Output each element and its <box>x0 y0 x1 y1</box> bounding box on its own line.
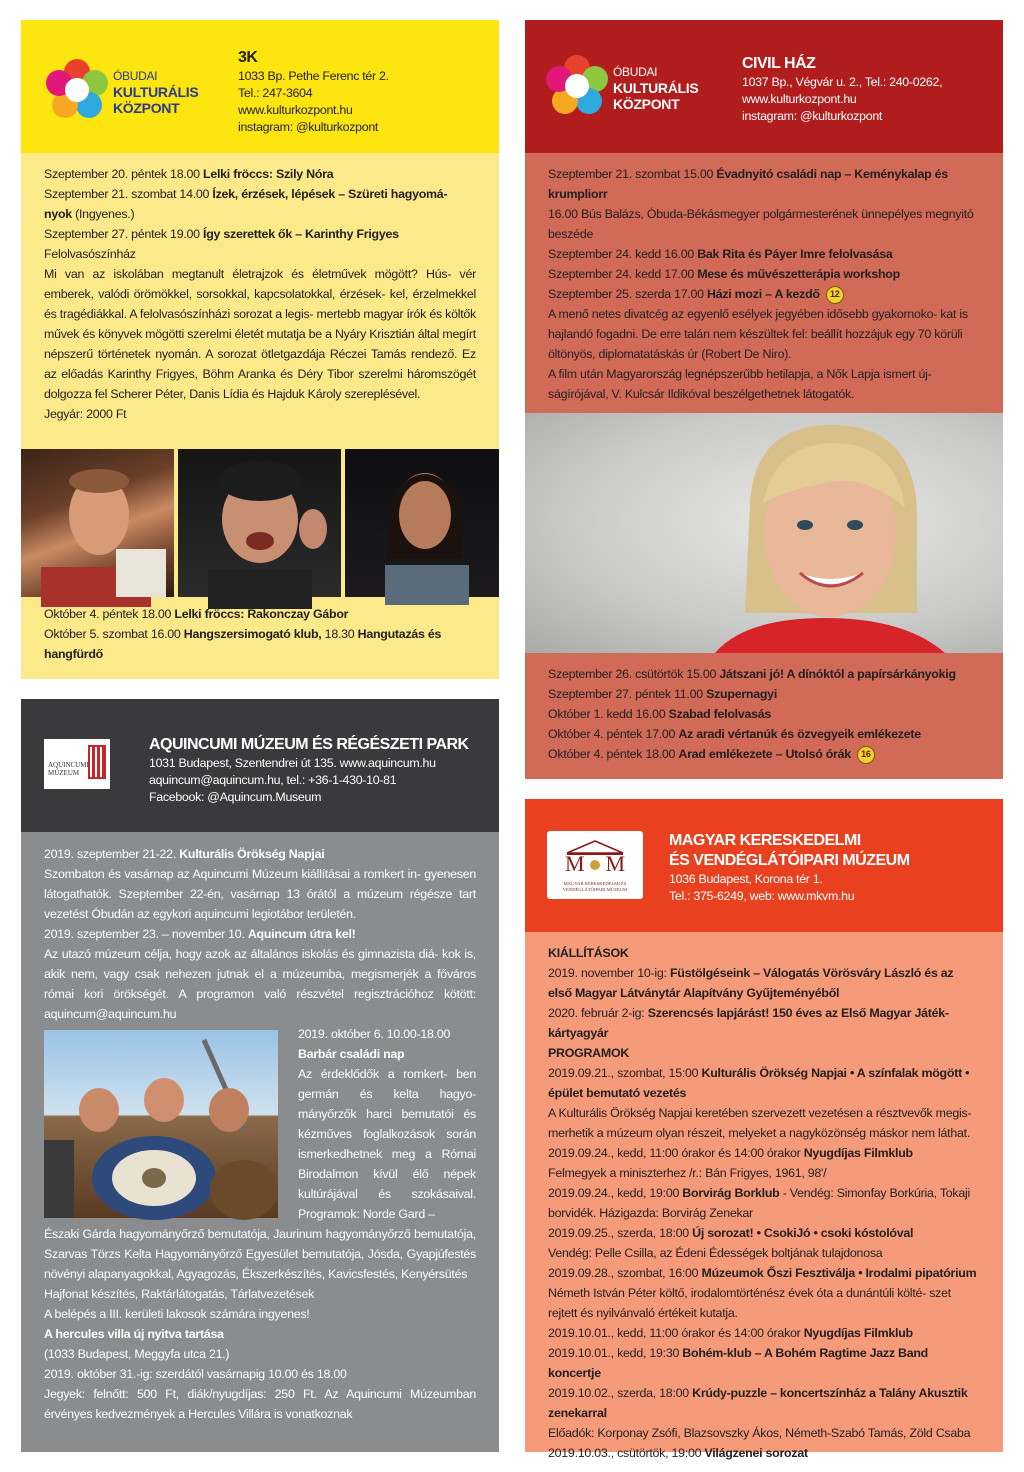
section-label: PROGRAMOK <box>548 1046 630 1060</box>
event-item: Október 4. péntek 17.00 Az aradi vértanúk és özvegyeik emlékezete <box>548 727 921 741</box>
program-item: 2019.10.03., csütörtök, 19:00 Világzenei sorozat <box>548 1446 808 1460</box>
program-description: Előadók: Korponay Zsófi, Blazsovszky Ákos, Németh-Szabó Tamás, Zöld Csaba <box>548 1426 971 1440</box>
aquincum-logo <box>44 739 110 789</box>
program-item: 2019.09.21., szombat, 15:00 Kulturális Örökség Napjai • A színfalak mögött • épület bemutató vezetés <box>548 1066 970 1100</box>
event-venue: Felolvasószínház <box>44 247 136 261</box>
panel-aquincum <box>21 699 499 1452</box>
actor-photo-2 <box>178 449 341 597</box>
org-contact[interactable]: Tel.: 375-6249, web: www.mkvm.hu <box>669 889 855 903</box>
event-description: Az utazó múzeum célja, hogy azok az általános iskolás és gimnazista diá- kok is, akik nem, vagy csak nehezen jutnak el a múzeumba, megismerjék a főváros római kori örökségét. A programon való részvétel regisztrációhoz kötött: aquincum@aquincum.hu <box>44 947 476 1021</box>
barbarian-photo <box>44 1030 278 1218</box>
logo-line-2: KULTURÁLIS <box>113 84 199 100</box>
logo-line-3: KÖZPONT <box>113 100 180 116</box>
events-aquincum <box>44 844 476 1024</box>
events-mkvm <box>548 943 980 1463</box>
org-details-civil <box>742 54 942 125</box>
header-3k <box>21 20 499 153</box>
org-address: 1033 Bp. Pethe Ferenc tér 2. <box>238 69 389 83</box>
event-description: Szombaton és vasárnap az Aquincumi Múzeum kiállításai a romkert in- gyenesen látogathatók. Szeptember 22-én, vasárnap 13 órától a múzeum régésze tart vezetést Óbudán az egykori aquincumi legiotábor területén. <box>44 867 476 921</box>
event-description: Az érdeklődők a romkert- ben germán és kelta hagyo- mányőrzők harci bemutatói és kézműves foglalkozások során ismerkedhetnek meg a Római Birodalmon kívül élő népek kultúrájával és szokásaival. Programok: Norde Gard – <box>298 1067 476 1221</box>
event-description: Északi Gárda hagyományőrző bemutatója, Jaurinum hagyományőrző bemutatója, Szarvas Törzs Kelta Hagyományőrző Egyesület bemutatója, Jósda, Gyapjúfestés növényi alapanyagokkal, Agyagozás, Ékszerkészítés, Kavicsfestés, Kenyérsütés <box>44 1227 476 1281</box>
panel-civil-haz <box>525 20 1003 779</box>
event-description: Hajfonat készítés, Raktárlátogatás, Tárlatvezetések <box>44 1287 315 1301</box>
ticket-price: Jegyár: 2000 Ft <box>44 407 127 421</box>
logo-line-1: ÓBUDAI <box>113 69 158 83</box>
exhibition-item: 2019. november 10-ig: Füstölgéseink – Válogatás Vörösváry László és az első Magyar Látványtár Alapítvány Gyűjteményéből <box>548 966 954 1000</box>
program-item: 2019.09.28., szombat, 16:00 Múzeumok Őszi Fesztiválja • Irodalmi pipatórium <box>548 1266 977 1280</box>
program-description: Vendég: Pelle Csilla, az Édeni Édességek boltjának tulajdonosa <box>548 1246 883 1260</box>
event-item: Október 4. péntek 18.00 Lelki fröccs: Rakonczay Gábor <box>44 607 349 621</box>
person-icon <box>525 413 1003 653</box>
event-item: Szeptember 25. szerda 17.00 Házi mozi – A kezdő 12 <box>548 284 980 304</box>
logo-line-2: KULTURÁLIS <box>613 80 699 96</box>
org-instagram[interactable]: instagram: @kulturkozpont <box>238 120 379 134</box>
org-details-aquincum <box>149 735 469 806</box>
person-icon <box>345 449 499 597</box>
event-description: A film után Magyarország legnépszerűbb hetilapja, a Nők Lapja ismert új- ságírójával, V. Kulcsár Ildikóval beszélgethetnek látogatók. <box>548 367 932 401</box>
portrait-photo <box>525 413 1003 653</box>
events-3k-october <box>44 604 476 664</box>
event-barbar-side <box>298 1024 476 1224</box>
event-item: Szeptember 27. péntek 19.00 Így szerettek ők – Karinthy Frigyes <box>44 227 399 241</box>
program-description: A Kulturális Örökség Napjai keretében szervezett vezetésen a résztvevők megis- merhetik a múzeum olyan részeit, melyeket a nagyközönség máskor nem láthat. <box>548 1106 972 1140</box>
event-description: A menő netes divatcég az egyenlő esélyek jegyében idősebb gyakornoko- kat is hajlandó fogadni. De erre talán nem készültek fel: beállít hozzájuk egy 70 körüli öltönyös, diplomatatáskás úr (Robert De Niro). <box>548 307 968 361</box>
ticket-prices: Jegyek: felnőtt: 500 Ft, diák/nyugdíjas: 250 Ft. Az Aquincumi Múzeumban érvényes kedvezmények a Hercules Villára is vonatkoznak <box>44 1387 476 1421</box>
logo-line-1: ÓBUDAI <box>613 65 658 79</box>
event-item: 2019. szeptember 23. – november 10. Aquincum útra kel! <box>44 927 356 941</box>
event-item: Szeptember 24. kedd 17.00 Mese és művészetterápia workshop <box>548 267 900 281</box>
warriors-icon <box>44 1030 278 1218</box>
event-item: 16.00 Bús Balázs, Óbuda-Békásmegyer polgármesterének ünnepélyes megnyitó beszéde <box>548 207 974 241</box>
program-item: 2019.10.01., kedd, 11:00 órakor és 14:00 órakor Nyugdíjas Filmklub <box>548 1326 913 1340</box>
event-title: A hercules villa új nyitva tartása <box>44 1327 224 1341</box>
header-mkvm <box>525 799 1003 932</box>
age-rating-badge: 16 <box>857 746 875 764</box>
logo-line-3: KÖZPONT <box>613 96 680 112</box>
event-item: Szeptember 21. szombat 15.00 Évadnyitó családi nap – Keménykalap és krumpliorr <box>548 167 948 201</box>
flower-logo-icon <box>45 58 109 122</box>
event-item: Szeptember 26. csütörtök 15.00 Játszani jó! A dínóktól a papírsárkányokig <box>548 667 956 681</box>
event-item: Október 5. szombat 16.00 Hangszersimogató klub, 18.30 Hangutazás és hangfürdő <box>44 627 442 661</box>
logo-letter: M <box>605 851 625 876</box>
age-rating-badge: 12 <box>826 286 844 304</box>
program-item: 2019.10.01., kedd, 19:30 Bohém-klub – A Bohém Ragtime Jazz Band koncertje <box>548 1346 928 1380</box>
org-title: 3K <box>238 49 258 66</box>
logo-text: AQUINCUMI <box>48 761 89 769</box>
org-title: ÉS VENDÉGLÁTÓIPARI MÚZEUM <box>669 852 910 869</box>
logo-text: MÚZEUM <box>48 769 80 777</box>
section-label: KIÁLLÍTÁSOK <box>548 946 629 960</box>
event-description: Mi van az iskolában megtanult életrajzok és életművek mögött? Hús- vér emberek, valódi örömökkel, sorsokkal, kapcsolatokkal, érzések- kel, érzelmekkel és tragédiákkal. A felolvasószínházi sorozat a legis- mertebb magyar írók és költők művek és könyvek mögötti szerelmi életét mutatja be a Nyáry Krisztián által megírt népszerű történetek nyomán. A sorozat ötletgazdája Réczei Tamás rendező. Ez az előadás Karinthy Frigyes, Böhm Aranka és Déry Tibor szerelmi háromszögét dolgozza fel Scherer Péter, Danis Lídia és Hajduk Károly szereplésével. <box>44 267 476 401</box>
event-item: Szeptember 20. péntek 18.00 Lelki fröccs: Szily Nóra <box>44 167 334 181</box>
org-email[interactable]: aquincum@aquincum.hu, tel.: +36-1-430-10-81 <box>149 773 397 787</box>
event-barbar-full <box>44 1224 476 1424</box>
org-details-3k <box>238 48 389 136</box>
panel-mkvm <box>525 799 1003 1460</box>
events-civil <box>548 164 980 404</box>
org-address: 1031 Budapest, Szentendrei út 135. www.aquincum.hu <box>149 756 436 770</box>
person-icon <box>21 449 174 597</box>
org-details-mkvm <box>669 831 910 905</box>
program-item: 2019.09.24., kedd, 19:00 Borvirág Borklub - Vendég: Simonfay Borkúria, Tokaji borvidék. Házigazda: Borvirág Zenekar <box>548 1186 971 1220</box>
org-address: 1037 Bp., Végvár u. 2., Tel.: 240-0262, <box>742 75 943 89</box>
logo-text: MAGYAR KERESKEDELMI ÉS <box>563 881 627 886</box>
free-entry-note: A belépés a III. kerületi lakosok számára ingyenes! <box>44 1307 310 1321</box>
flower-logo-icon <box>545 54 609 118</box>
event-address: (1033 Budapest, Meggyfa utca 21.) <box>44 1347 230 1361</box>
actor-photo-3 <box>345 449 499 597</box>
org-website[interactable]: www.kulturkozpont.hu <box>742 92 857 106</box>
opening-hours: 2019. október 31.-ig: szerdától vasárnapig 10.00 és 18.00 <box>44 1367 347 1381</box>
program-item: 2019.09.25., szerda, 18:00 Új sorozat! • CsokiJó • csoki kóstolóval <box>548 1226 914 1240</box>
person-icon <box>178 449 341 597</box>
event-item: Október 4. péntek 18.00 Arad emlékezete – Utolsó órák 16 <box>548 744 980 764</box>
org-website[interactable]: www.kulturkozpont.hu <box>238 103 353 117</box>
event-date: 2019. október 6. 10.00-18.00 <box>298 1027 451 1041</box>
actor-photo-1 <box>21 449 174 597</box>
org-address: 1036 Budapest, Korona tér 1. <box>669 872 823 886</box>
org-facebook[interactable]: Facebook: @Aquincum.Museum <box>149 790 322 804</box>
mkvm-logo <box>547 831 643 899</box>
event-title: Barbár családi nap <box>298 1047 405 1061</box>
panel-3k <box>21 20 499 679</box>
header-aquincum <box>21 699 499 832</box>
logo-letter: M <box>565 851 585 876</box>
program-description: Németh István Péter költő, irodalomtörténész évek óta a dunántúli költé- szet rejtett és nyilvánvaló értékeit kutatja. <box>548 1286 951 1320</box>
header-civil-haz <box>525 20 1003 153</box>
program-description: Felmegyek a miniszterhez /r.: Bán Frigyes, 1961, 98'/ <box>548 1166 827 1180</box>
event-item: Szeptember 24. kedd 16.00 Bak Rita és Páyer Imre felolvasása <box>548 247 893 261</box>
events-civil-later <box>548 664 980 764</box>
exhibition-item: 2020. február 2-ig: Szerencsés lapjárást! 150 éves az Első Magyar Játék- kártyagyár <box>548 1006 949 1040</box>
program-item: 2019.09.24., kedd, 11:00 órakor és 14:00 órakor Nyugdíjas Filmklub <box>548 1146 913 1160</box>
org-title: AQUINCUMI MÚZEUM ÉS RÉGÉSZETI PARK <box>149 736 469 753</box>
org-phone[interactable]: Tel.: 247-3604 <box>238 86 313 100</box>
event-item: Szeptember 27. péntek 11.00 Szupernagyi <box>548 687 778 701</box>
org-title: MAGYAR KERESKEDELMI <box>669 832 861 849</box>
logo-text: VENDÉGLÁTÓIPARI MÚZEUM <box>562 887 628 892</box>
event-item: Október 1. kedd 16.00 Szabad felolvasás <box>548 707 772 721</box>
event-item: Szeptember 21. szombat 14.00 Ízek, érzések, lépések – Szüreti hagyomá- nyok (Ingyenes.) <box>44 187 448 221</box>
program-item: 2019.10.02., szerda, 18:00 Krúdy-puzzle – koncertszínház a Talány Akusztik zenekarral <box>548 1386 968 1420</box>
org-instagram[interactable]: instagram: @kulturkozpont <box>742 109 883 123</box>
event-item: 2019. szeptember 21-22. Kulturális Örökség Napjai <box>44 847 325 861</box>
org-title: CIVIL HÁZ <box>742 55 816 72</box>
events-3k <box>44 164 476 424</box>
